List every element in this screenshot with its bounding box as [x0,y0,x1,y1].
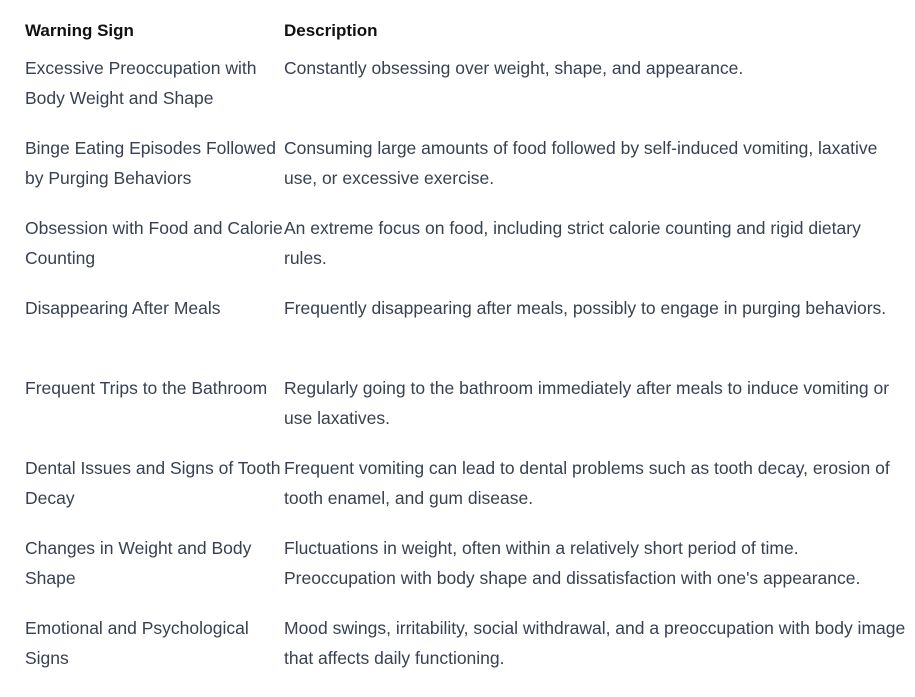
table-row [0,53,915,133]
description-cell: Mood swings, irritability, social withdrawal, and a preoccupation with body image that affects daily functioning. [284,618,906,668]
warning-sign-cell: Emotional and Psychological Signs [25,618,249,668]
table-header-row [0,0,915,53]
warning-sign-cell: Excessive Preoccupation with Body Weight and Shape [25,58,257,108]
description-cell: Frequently disappearing after meals, possibly to engage in purging behaviors. [284,298,887,318]
header-description: Description [284,21,378,40]
description-cell: An extreme focus on food, including strict calorie counting and rigid dietary rules. [284,218,861,268]
header-warning-sign: Warning Sign [25,21,134,40]
description-cell: Regularly going to the bathroom immediately after meals to induce vomiting or use laxatives. [284,378,890,428]
warning-sign-cell: Dental Issues and Signs of Tooth Decay [25,458,281,508]
description-cell: Fluctuations in weight, often within a relatively short period of time. Preoccupation with body shape and dissatisfaction with one's appearance. [284,538,861,588]
table-row [0,613,915,693]
description-cell: Consuming large amounts of food followed by self-induced vomiting, laxative use, or excessive exercise. [284,138,878,188]
table-row [0,373,915,453]
warning-sign-cell: Changes in Weight and Body Shape [25,538,252,588]
warning-sign-cell: Disappearing After Meals [25,298,221,318]
table-row [0,213,915,293]
table-row [0,293,915,373]
table-row [0,133,915,213]
description-cell: Frequent vomiting can lead to dental problems such as tooth decay, erosion of tooth enamel, and gum disease. [284,458,890,508]
warning-sign-cell: Obsession with Food and Calorie Counting [25,218,283,268]
warning-sign-cell: Frequent Trips to the Bathroom [25,378,268,398]
table-row [0,453,915,533]
warning-sign-cell: Binge Eating Episodes Followed by Purging Behaviors [25,138,276,188]
description-cell: Constantly obsessing over weight, shape, and appearance. [284,58,744,78]
table-row [0,533,915,613]
